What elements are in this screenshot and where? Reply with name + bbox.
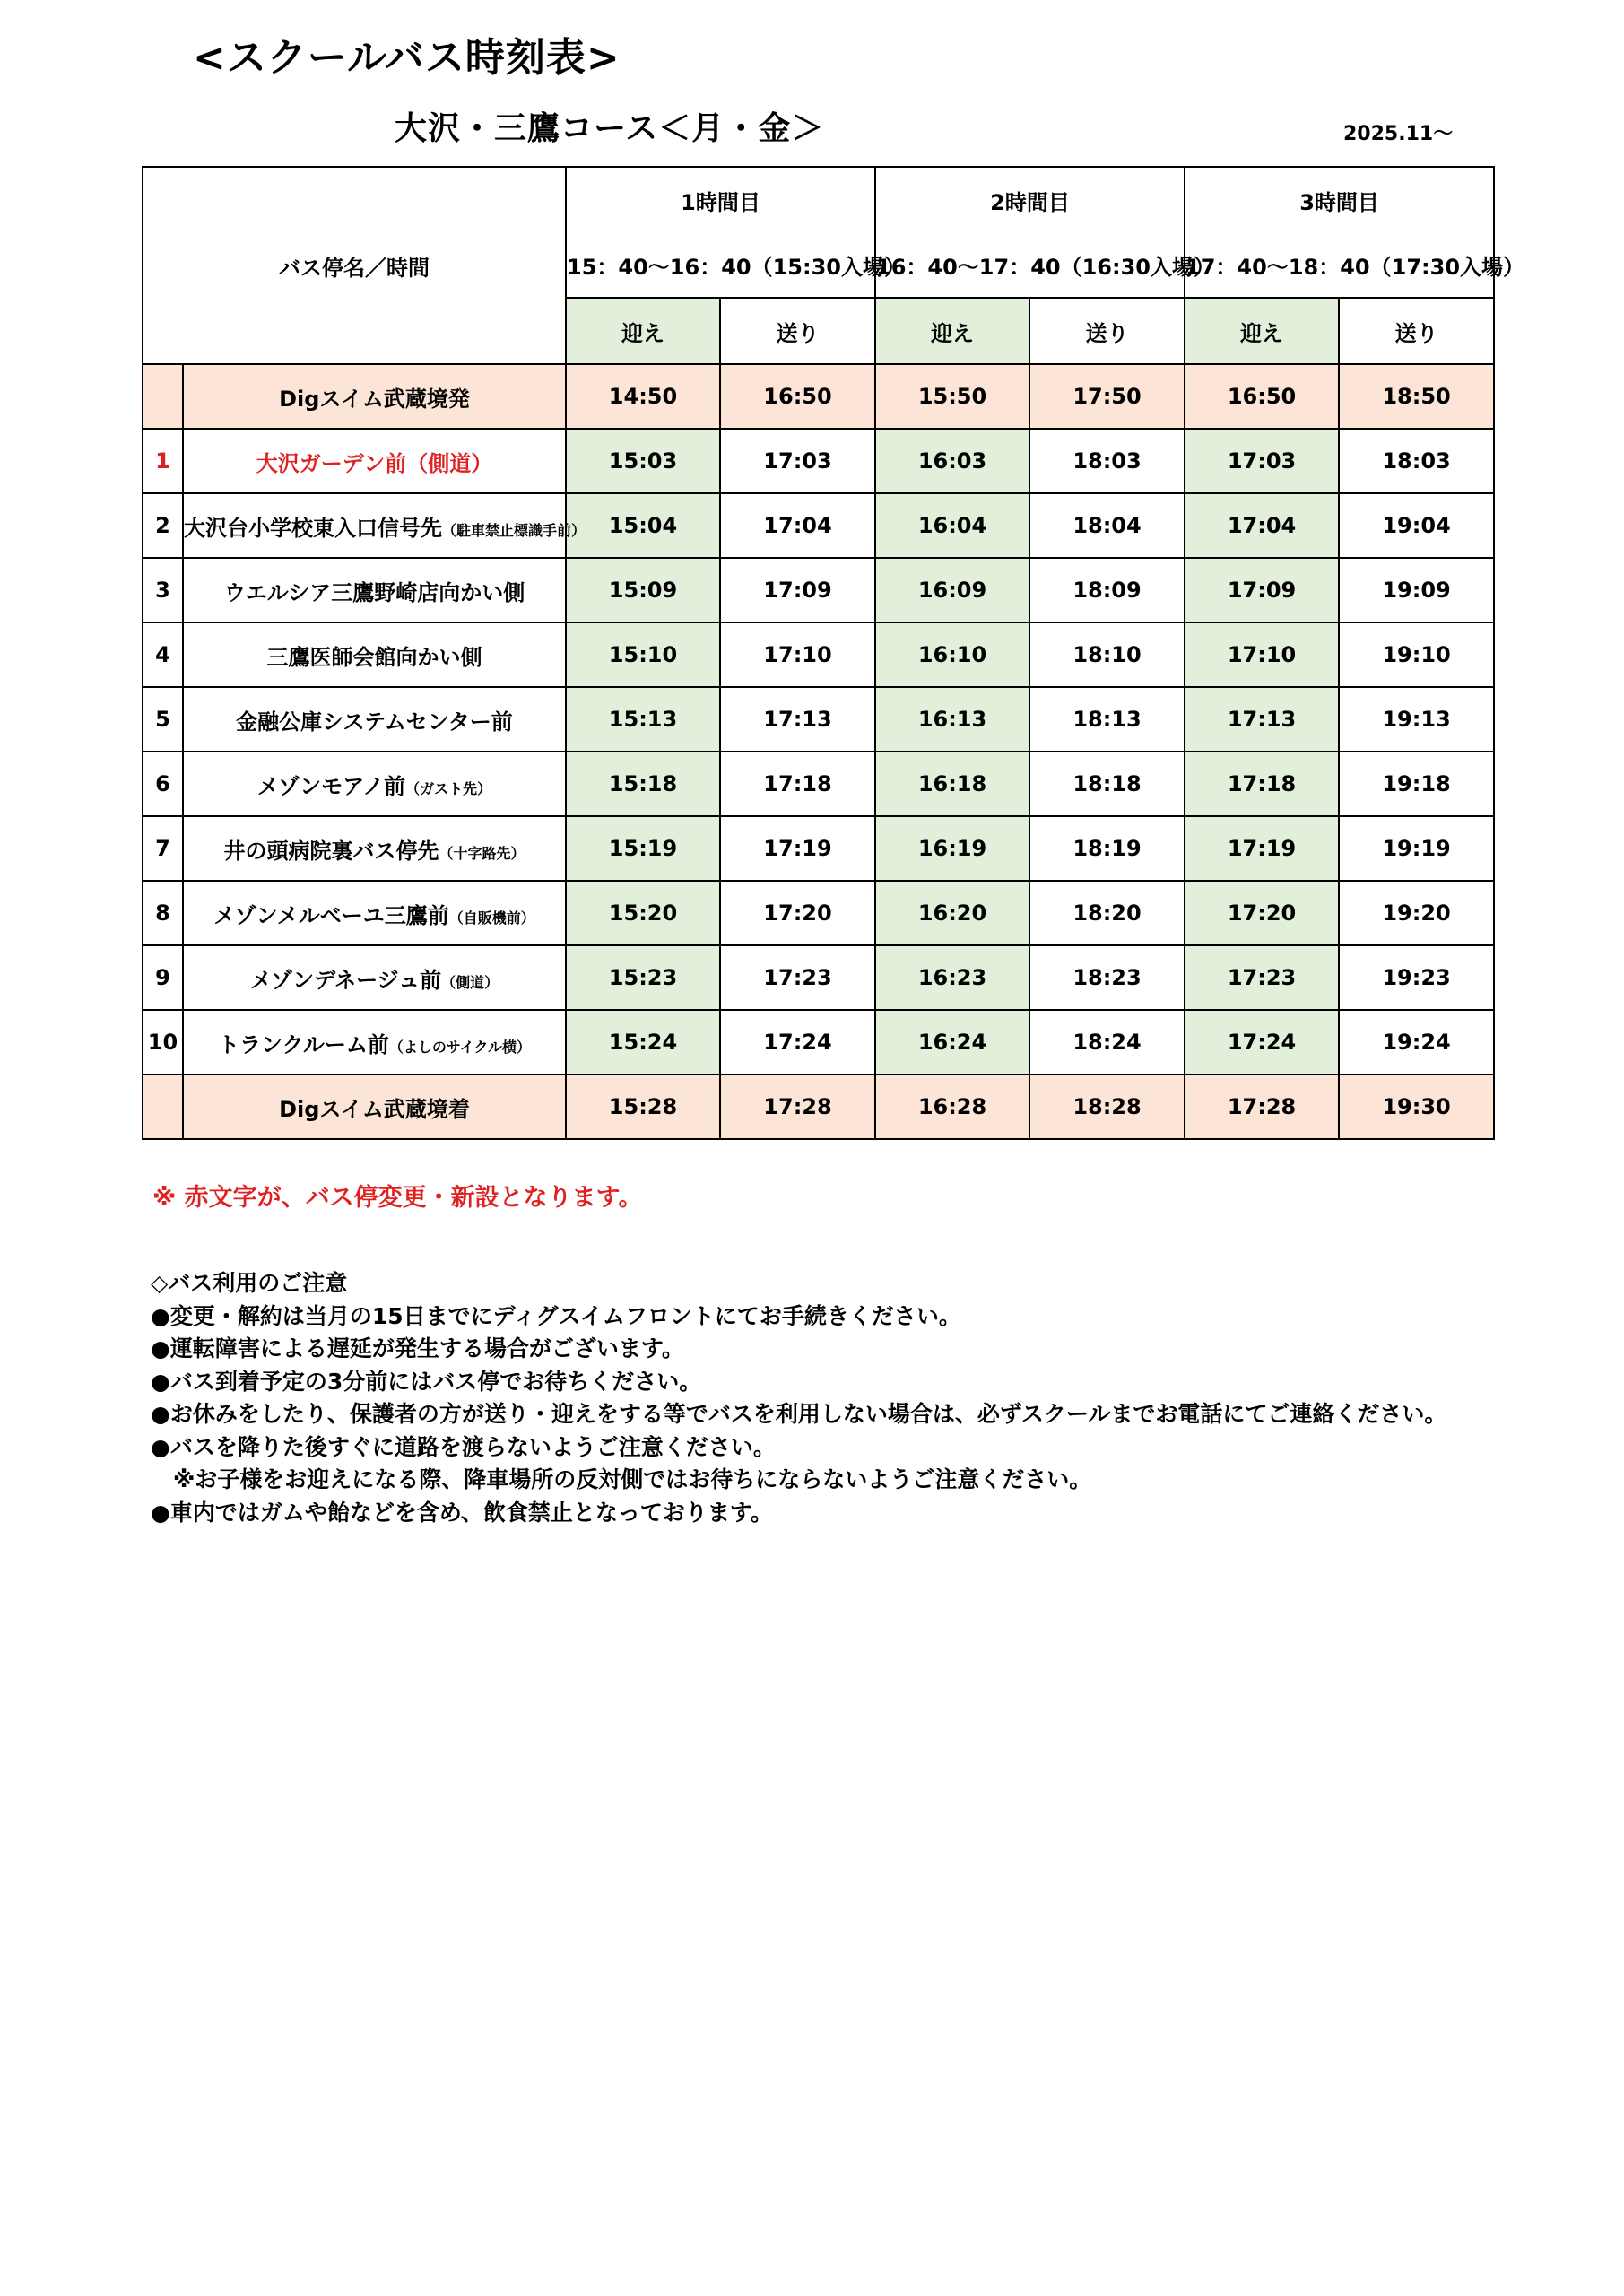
stop-name: 金融公庫システムセンター前 [236,709,513,735]
pickup-time: 16:20 [875,881,1029,945]
stop-row [143,752,1494,816]
red-text-notice: ※ 赤文字が、バス停変更・新設となります。 [152,1184,643,1212]
pickup-time: 15:20 [566,881,720,945]
stop-name: 井の頭病院裏バス停先 [223,838,439,864]
pickup-time: 16:23 [875,945,1029,1010]
stop-number: 4 [143,622,183,687]
dropoff-time: 18:03 [1339,429,1494,493]
dropoff-header: 送り [720,298,875,364]
stop-number: 1 [143,429,183,493]
period-3-label: 3時間目 [1185,167,1494,232]
stop-name-cell [183,429,566,493]
pickup-header: 迎え [875,298,1029,364]
dropoff-time: 19:04 [1339,493,1494,558]
stop-name-cell [183,1074,566,1139]
pickup-time: 15:23 [566,945,720,1010]
dropoff-header: 送り [1339,298,1494,364]
stop-number: 8 [143,881,183,945]
dropoff-time: 17:09 [720,558,875,622]
period-2-time: 16：40～17：40（16:30入場） [875,232,1185,298]
stop-row [143,429,1494,493]
terminal-row [143,364,1494,429]
period-1-time: 15：40～16：40（15:30入場） [566,232,875,298]
usage-notes [151,1267,1446,1529]
pickup-time: 15:24 [566,1010,720,1074]
stop-name: メゾンモアノ前 [256,773,406,799]
pickup-time: 16:50 [1185,364,1339,429]
dropoff-time: 18:24 [1029,1010,1185,1074]
period-2-label: 2時間目 [875,167,1185,232]
stop-note: （駐車禁止標識手前） [442,521,586,539]
stop-name-cell [183,945,566,1010]
pickup-time: 15:03 [566,429,720,493]
stop-row [143,816,1494,881]
dropoff-time: 18:19 [1029,816,1185,881]
stop-number: 9 [143,945,183,1010]
pickup-time: 17:03 [1185,429,1339,493]
note-item: ●お休みをしたり、保護者の方が送り・迎えをする等でバスを利用しない場合は、必ずスクールまでお電話にてご連絡ください。 [151,1401,1447,1427]
stop-name: 大沢台小学校東入口信号先 [184,515,442,541]
pickup-time: 17:19 [1185,816,1339,881]
stop-note: （十字路先） [439,844,525,862]
stop-name-cell [183,622,566,687]
course-title: 大沢・三鷹コース＜月・金＞ [395,110,825,147]
note-item: ※お子様をお迎えになる際、降車場所の反対側ではお待ちにならないようご注意ください。 [151,1466,1092,1492]
stop-note: （自販機前） [448,909,535,926]
note-item: ●変更・解約は当月の15日までにディグスイムフロントにてお手続きください。 [151,1302,961,1329]
note-item: ●バスを降りた後すぐに道路を渡らないようご注意ください。 [151,1433,776,1460]
stop-name: ウエルシア三鷹野崎店向かい側 [223,579,525,605]
dropoff-time: 18:23 [1029,945,1185,1010]
dropoff-time: 18:20 [1029,881,1185,945]
dropoff-time: 18:03 [1029,429,1185,493]
terminal-row [143,1074,1494,1139]
dropoff-time: 17:04 [720,493,875,558]
pickup-time: 15:28 [566,1074,720,1139]
stop-name: 大沢ガーデン前（側道） [256,450,493,476]
pickup-time: 17:28 [1185,1074,1339,1139]
pickup-time: 16:04 [875,493,1029,558]
stop-name: Digスイム武蔵境発 [279,386,470,412]
pickup-time: 14:50 [566,364,720,429]
dropoff-time: 17:50 [1029,364,1185,429]
pickup-time: 16:13 [875,687,1029,752]
dropoff-time: 19:13 [1339,687,1494,752]
dropoff-time: 17:03 [720,429,875,493]
pickup-header: 迎え [566,298,720,364]
dropoff-time: 18:18 [1029,752,1185,816]
pickup-time: 17:24 [1185,1010,1339,1074]
pickup-time: 16:09 [875,558,1029,622]
period-3-time: 17：40～18：40（17:30入場） [1185,232,1494,298]
dropoff-time: 17:28 [720,1074,875,1139]
timetable [142,166,1525,1140]
pickup-time: 16:18 [875,752,1029,816]
dropoff-time: 18:50 [1339,364,1494,429]
period-1-label: 1時間目 [566,167,875,232]
dropoff-time: 18:04 [1029,493,1185,558]
pickup-time: 15:19 [566,816,720,881]
dropoff-time: 17:24 [720,1010,875,1074]
stop-number [143,364,183,429]
dropoff-time: 18:13 [1029,687,1185,752]
pickup-time: 16:10 [875,622,1029,687]
stop-name-cell [183,881,566,945]
dropoff-time: 19:23 [1339,945,1494,1010]
pickup-time: 17:09 [1185,558,1339,622]
pickup-time: 17:04 [1185,493,1339,558]
stop-number [143,1074,183,1139]
page-title: <スクールバス時刻表> [193,35,621,81]
dropoff-time: 17:23 [720,945,875,1010]
stop-row [143,1010,1494,1074]
stop-name: メゾンメルベーユ三鷹前 [213,902,449,928]
dropoff-time: 18:09 [1029,558,1185,622]
pickup-time: 15:18 [566,752,720,816]
stop-name-cell [183,687,566,752]
stop-number: 10 [143,1010,183,1074]
dropoff-time: 19:30 [1339,1074,1494,1139]
stop-number: 5 [143,687,183,752]
note-item: ●車内ではガムや飴などを含め、飲食禁止となっております。 [151,1499,773,1526]
pickup-time: 17:23 [1185,945,1339,1010]
pickup-time: 16:03 [875,429,1029,493]
note-item: ●運転障害による遅延が発生する場合がございます。 [151,1335,684,1361]
dropoff-time: 17:18 [720,752,875,816]
dropoff-time: 19:18 [1339,752,1494,816]
stop-row [143,945,1494,1010]
notes-heading: ◇バス利用のご注意 [151,1270,348,1296]
dropoff-time: 17:19 [720,816,875,881]
pickup-time: 16:24 [875,1010,1029,1074]
stop-name: メゾンデネージュ前 [249,967,442,993]
dropoff-time: 19:19 [1339,816,1494,881]
dropoff-time: 16:50 [720,364,875,429]
dropoff-header: 送り [1029,298,1185,364]
effective-date: 2025.11～ [1343,123,1454,145]
stop-row [143,881,1494,945]
stop-name-cell [183,752,566,816]
dropoff-time: 19:09 [1339,558,1494,622]
stop-number: 2 [143,493,183,558]
dropoff-time: 17:20 [720,881,875,945]
stop-row [143,493,1494,558]
pickup-time: 17:10 [1185,622,1339,687]
pickup-time: 15:13 [566,687,720,752]
pickup-header: 迎え [1185,298,1339,364]
pickup-time: 15:10 [566,622,720,687]
stop-number: 6 [143,752,183,816]
stop-note: （ガスト先） [405,779,492,797]
stop-time-header: バス停名／時間 [143,167,566,364]
pickup-time: 17:18 [1185,752,1339,816]
dropoff-time: 18:28 [1029,1074,1185,1139]
pickup-time: 16:28 [875,1074,1029,1139]
dropoff-time: 18:10 [1029,622,1185,687]
stop-name-cell [183,493,586,558]
dropoff-time: 19:24 [1339,1010,1494,1074]
pickup-time: 15:50 [875,364,1029,429]
stop-note: （よしのサイクル横） [388,1038,531,1056]
dropoff-time: 19:20 [1339,881,1494,945]
stop-name: Digスイム武蔵境着 [279,1096,470,1122]
dropoff-time: 17:10 [720,622,875,687]
stop-row [143,558,1494,622]
dropoff-time: 17:13 [720,687,875,752]
pickup-time: 17:20 [1185,881,1339,945]
stop-note: （側道） [441,973,499,991]
stop-row [143,622,1494,687]
stop-name-cell [183,364,566,429]
pickup-time: 15:04 [566,493,720,558]
note-item: ●バス到着予定の3分前にはバス停でお待ちください。 [151,1368,702,1395]
dropoff-time: 19:10 [1339,622,1494,687]
pickup-time: 15:09 [566,558,720,622]
stop-name-cell [183,1010,566,1074]
stop-name-cell [183,816,566,881]
stop-name: 三鷹医師会館向かい側 [266,644,482,670]
stop-number: 7 [143,816,183,881]
pickup-time: 16:19 [875,816,1029,881]
stop-row [143,687,1494,752]
stop-name-cell [183,558,566,622]
stop-number: 3 [143,558,183,622]
pickup-time: 17:13 [1185,687,1339,752]
stop-name: トランクルーム前 [218,1031,389,1057]
